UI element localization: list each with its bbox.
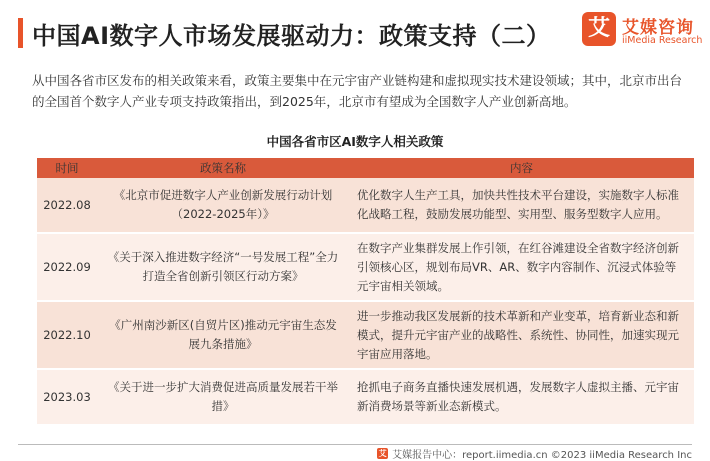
- row-content: 优化数字人生产工具，加快共性技术平台建设，实施数字人标准化战略工程，鼓励发展功能型、实用型、服务型数字人应用。: [357, 188, 679, 221]
- row-policy-name: 《关于深入推进数字经济“一号发展工程”全力打造全省创新引领区行动方案》: [107, 250, 339, 283]
- page-title: 中国AI数字人市场发展驱动力：政策支持（二）: [32, 22, 551, 50]
- column-header-time: 时间: [55, 160, 79, 175]
- footer-logo-icon: 艾: [378, 449, 387, 458]
- logo-mark-icon: 艾: [582, 12, 616, 46]
- row-content: 在数字产业集群发展上作引领，在红谷滩建设全省数字经济创新引领核心区，规划布局VR、AR、数字内容制作、沉浸式体验等元宇宙相关领域。: [357, 240, 679, 293]
- title-accent-bar: [18, 18, 23, 48]
- footer-text: 艾媒报告中心：report.iimedia.cn ©2023 iiMedia Research Inc: [392, 450, 692, 461]
- column-header-content: 内容: [510, 160, 533, 175]
- table-header-row: [37, 158, 694, 178]
- row-policy-name: 《北京市促进数字人产业创新发展行动计划（2022-2025年）》: [113, 188, 333, 221]
- row-content: 抢抓电子商务直播快速发展机遇，发展数字人虚拟主播、元宇宙新消费场景等新业态新模式。: [357, 380, 679, 413]
- intro-paragraph: 从中国各省市区发布的相关政策来看，政策主要集中在元宇宙产业链构建和虚拟现实技术建设领域；其中，北京市出台的全国首个数字人产业专项支持政策指出，到2025年，北京市有望成为全国数字人产业创新高地。: [32, 73, 683, 109]
- row-time: 2022.09: [43, 259, 91, 274]
- policy-table: [37, 158, 694, 426]
- table-title: 中国各省市区AI数字人相关政策: [266, 134, 444, 149]
- table-row: [37, 302, 694, 370]
- row-policy-name: 《关于进一步扩大消费促进高质量发展若干举措》: [108, 380, 338, 413]
- logo-name-en: iiMedia Research: [622, 35, 703, 46]
- column-header-name: 政策名称: [200, 160, 246, 175]
- row-time: 2022.08: [43, 197, 91, 212]
- row-time: 2023.03: [43, 389, 91, 404]
- table-row: [37, 370, 694, 426]
- logo-name: 艾媒咨询: [622, 18, 694, 38]
- row-policy-name: 《广州南沙新区(自贸片区)推动元宇宙生态发展九条措施》: [109, 318, 337, 351]
- row-content: 进一步推动我区发展新的技术革新和产业变革，培育新业态和新模式，提升元宇宙产业的战略性、系统性、协同性，加速实现元宇宙应用落地。: [357, 308, 679, 361]
- table-row: [37, 234, 694, 302]
- footer-divider: [18, 444, 692, 445]
- iimedia-logo: [582, 12, 702, 52]
- table-row: [37, 178, 694, 234]
- footer: [377, 446, 692, 461]
- row-time: 2022.10: [43, 327, 91, 342]
